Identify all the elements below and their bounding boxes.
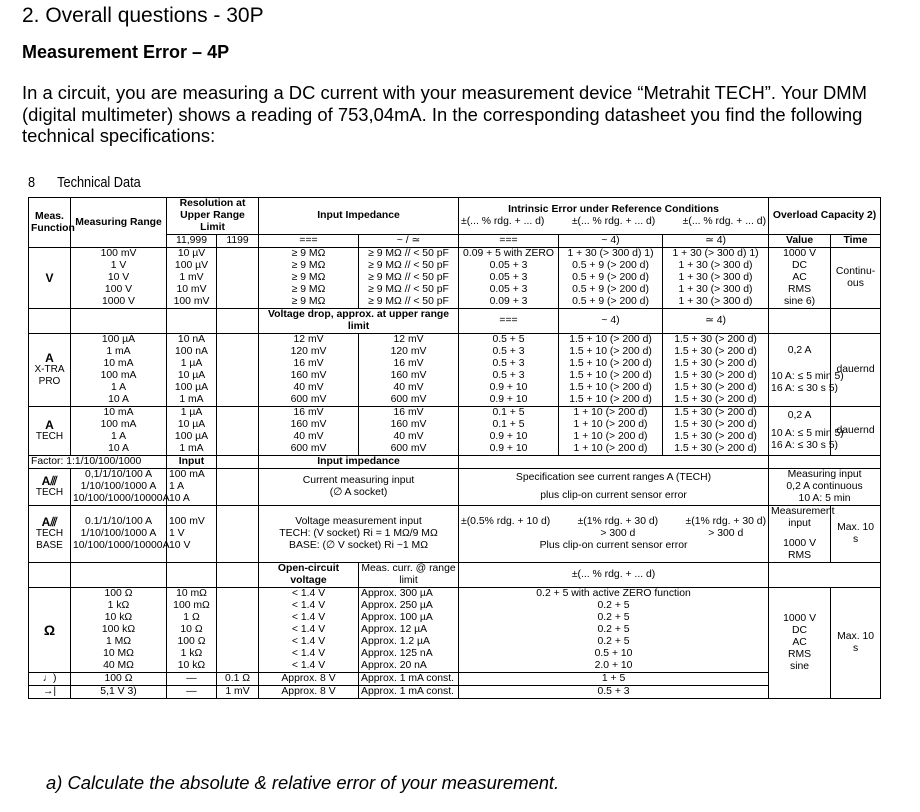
vdrop-header-row (29, 309, 881, 334)
question-a: a) Calculate the absolute & relative error of your measurement. (46, 772, 560, 793)
h-err1-symbol: === (459, 235, 559, 248)
continuity-row (29, 673, 881, 686)
cont-ocv: Approx. 8 V (259, 673, 359, 686)
h-imp-ac: ~ / ≃ (359, 235, 459, 248)
vdrop-s2: ~ 4) (559, 309, 663, 334)
section-heading (28, 174, 159, 191)
clampv-overload (769, 506, 835, 563)
subheading: Measurement Error – 4P (22, 42, 230, 62)
clampv-function (29, 506, 71, 563)
a-ov1b: 10 A: ≤ 5 min 5) 16 A: ≤ 30 s 5) (771, 371, 844, 394)
cont-range: 100 Ω (71, 673, 167, 686)
vdrop-s1: === (459, 309, 559, 334)
ohm-ocv: < 1.4 V < 1.4 V < 1.4 V < 1.4 V < 1.4 V < 1.4 V < 1.4 V (259, 588, 359, 673)
clamp-plus: plus clip-on current sensor error (540, 490, 687, 501)
a-err-dc-1: 0.5 + 5 0.5 + 3 0.5 + 3 0.5 + 3 0.9 + 10 0.9 + 10 (459, 334, 559, 407)
a-pro-label: PRO (38, 376, 61, 387)
intro-text: In a circuit, you are measuring a DC current with your measurement device “Metrahit TECH”. Your DMM (digital multimeter) shows a reading of 753,04mA. In the corresponding datasheet you find the following technical specifications: (22, 82, 867, 146)
clampv-tech-label: TECH (35, 528, 64, 539)
clamp-voltage-row (29, 506, 881, 563)
a-func2-label: A (45, 418, 54, 432)
diode-res2: 1 mV (217, 686, 259, 699)
a-ov1: 0,2 A (787, 345, 812, 356)
page-heading: 2. Overall questions - 30P (22, 4, 264, 27)
h-res1: 11,999 (167, 235, 217, 248)
vdrop-header: Voltage drop, approx. at upper range limit (259, 309, 459, 334)
clampv-ov1: Measurement input (771, 506, 835, 529)
ohm-function: Ω (29, 588, 71, 673)
clampv-time: Max. 10 s (831, 506, 881, 563)
factor-imp: Input impedance (259, 456, 459, 469)
ohm-ranges: 100 Ω 1 kΩ 10 kΩ 100 kΩ 1 MΩ 10 MΩ 40 MΩ (71, 588, 167, 673)
h-resolution: Resolution at Upper Range Limit (167, 198, 259, 235)
a-vdrop-dc-2: 16 mV 160 mV 40 mV 600 mV (259, 407, 359, 456)
h-function: Meas. Function (29, 198, 71, 248)
a-err-ac-1: 1.5 + 10 (> 200 d) 1.5 + 10 (> 200 d) 1.5 + 10 (> 200 d) 1.5 + 10 (> 200 d) 1.5 + 10 (> 200 d) 1.5 + 10 (> 200 d) (559, 334, 663, 407)
a-ranges-1: 100 µA 1 mA 10 mA 100 mA 1 A 10 A (71, 334, 167, 407)
clamp-current-row (29, 469, 881, 506)
ohm-resolution: 10 mΩ 100 mΩ 1 Ω 10 Ω 100 Ω 1 kΩ 10 kΩ (167, 588, 217, 673)
v-err-dc: 0.09 + 5 with ZERO 0.05 + 3 0.05 + 3 0.05 + 3 0.09 + 3 (459, 248, 559, 309)
vdrop-s3: ≃ 4) (663, 309, 769, 334)
v-overload: 1000 V DC AC RMS sine 6) (769, 248, 831, 309)
a-vdrop-dc-1: 12 mV 120 mV 16 mV 160 mV 40 mV 600 mV (259, 334, 359, 407)
cont-curr: Approx. 1 mA const. (359, 673, 459, 686)
ohm-err: 0.2 + 5 with active ZERO function 0.2 + 5 0.2 + 5 0.2 + 5 0.2 + 5 0.5 + 10 2.0 + 10 (459, 588, 769, 673)
clampv-base-label: BASE (36, 540, 63, 551)
cont-res2: 0.1 Ω (217, 673, 259, 686)
diode-row (29, 686, 881, 699)
h-err3: ±(... % rdg. + ... d) (682, 216, 767, 227)
v-block (29, 248, 881, 309)
ocv-header: Open-circuit voltage (259, 563, 359, 588)
v-resolution-2 (217, 248, 259, 309)
v-ranges: 100 mV 1 V 10 V 100 V 1000 V (71, 248, 167, 309)
factor-row (29, 456, 881, 469)
a-resolution-1: 10 nA 100 nA 1 µA 10 µA 100 µA 1 mA (167, 334, 217, 407)
clamp-func-label: A⫻ (41, 474, 58, 488)
a-overload-1 (769, 334, 844, 407)
clampv-err-cell (459, 506, 769, 563)
clamp-impedance: Current measuring input (∅ A socket) (259, 469, 459, 506)
h-err2-symbol: ~ 4) (559, 235, 663, 248)
clamp-ranges: 0,1/1/10/100 A 1/10/100/1000 A 10/100/1000/10000A (71, 469, 167, 506)
diode-ocv: Approx. 8 V (259, 686, 359, 699)
continuity-icon: ♩) (29, 673, 71, 686)
a-xtra-label: X-TRA (34, 364, 65, 375)
clamp-spec: Specification see current ranges A (TECH) (515, 472, 712, 483)
diode-icon: →| (29, 686, 71, 699)
h-overload: Overload Capacity 2) (769, 198, 881, 235)
clamp-overload: Measuring input 0,2 A continuous 10 A: 5 min (769, 469, 881, 506)
a-err-ac-2: 1 + 10 (> 200 d) 1 + 10 (> 200 d) 1 + 10 (> 200 d) 1 + 10 (> 200 d) (559, 407, 663, 456)
h-value: Value (769, 235, 831, 248)
h-imp-dc: === (259, 235, 359, 248)
clampv-input: 100 mV 1 V 10 V (167, 506, 217, 563)
h-time: Time (831, 235, 881, 248)
v-err-trms: 1 + 30 (> 300 d) 1) 1 + 30 (> 300 d) 1 + 30 (> 300 d) 1 + 30 (> 300 d) 1 + 30 (> 300 d) (663, 248, 769, 309)
ohm-block (29, 588, 881, 673)
v-time: Continu-ous (831, 248, 881, 309)
diode-range: 5,1 V 3) (71, 686, 167, 699)
factor: Factor: 1:1/10/100/1000 (29, 456, 167, 469)
diode-res: — (167, 686, 217, 699)
ohm-header-row (29, 563, 881, 588)
ohm-err-header: ±(... % rdg. + ... d) (459, 563, 769, 588)
a-func-label: A (45, 351, 54, 365)
v-function: V (29, 248, 71, 309)
a-time-1: dauernd (831, 334, 881, 407)
clampv-err1: ±(0.5% rdg. + 10 d) (461, 516, 551, 527)
clampv-err2: ±(1% rdg. + 30 d) > 300 d (577, 516, 659, 539)
cont-res: — (167, 673, 217, 686)
clamp-function (29, 469, 71, 506)
a-xtra-function (29, 334, 71, 407)
a-ov2b: 10 A: ≤ 5 min 5) 16 A: ≤ 30 s 5) (771, 428, 844, 451)
v-err-ac: 1 + 30 (> 300 d) 1) 0.5 + 9 (> 200 d) 0.5 + 9 (> 200 d) 0.5 + 9 (> 200 d) 0.5 + 9 (> 200 d) (559, 248, 663, 309)
a-resolution-2: 1 µA 10 µA 100 µA 1 mA (167, 407, 217, 456)
a-time-2: dauernd (831, 407, 881, 456)
h-err2: ±(... % rdg. + ... d) (571, 216, 656, 227)
section-title: Technical Data (57, 174, 141, 191)
h-intrinsic-title: Intrinsic Error under Reference Conditions (508, 204, 719, 215)
diode-err: 0.5 + 3 (459, 686, 769, 699)
v-imp-ac: ≥ 9 MΩ // < 50 pF ≥ 9 MΩ // < 50 pF ≥ 9 MΩ // < 50 pF ≥ 9 MΩ // < 50 pF ≥ 9 MΩ // < 50 pF (359, 248, 459, 309)
a-tech-function (29, 407, 71, 456)
spec-table-wrapper (28, 197, 880, 727)
clampv-func-label: A⫻ (41, 515, 58, 529)
factor-input: Input (167, 456, 217, 469)
a-overload-2 (769, 407, 844, 456)
h-res2: 1199 (217, 235, 259, 248)
a-err-trms-1: 1.5 + 30 (> 200 d) 1.5 + 30 (> 200 d) 1.5 + 30 (> 200 d) 1.5 + 30 (> 200 d) 1.5 + 30 (> 200 d) 1.5 + 30 (> 200 d) (663, 334, 769, 407)
a-vdrop-ac-1: 12 mV 120 mV 16 mV 160 mV 40 mV 600 mV (359, 334, 459, 407)
ohm-overload: 1000 V DC AC RMS sine (769, 588, 831, 699)
clampv-ov2: 1000 V RMS (783, 538, 817, 561)
a-tech-block (29, 407, 881, 456)
a-err-trms-2: 1.5 + 30 (> 200 d) 1.5 + 30 (> 200 d) 1.5 + 30 (> 200 d) 1.5 + 30 (> 200 d) (663, 407, 769, 456)
ohm-time: Max. 10 s (831, 588, 881, 699)
v-resolution: 10 µV 100 µV 1 mV 10 mV 100 mV (167, 248, 217, 309)
section-number: 8 (28, 174, 36, 191)
h-impedance: Input Impedance (259, 198, 459, 235)
h-err1: ±(... % rdg. + ... d) (461, 216, 545, 227)
clampv-ranges: 0.1/1/10/100 A 1/10/100/1000 A 10/100/1000/10000A (71, 506, 167, 563)
a-err-dc-2: 0.1 + 5 0.1 + 5 0.9 + 10 0.9 + 10 (459, 407, 559, 456)
clamp-tech-label: TECH (35, 487, 64, 498)
h-range: Measuring Range (71, 198, 167, 248)
clamp-spec-cell (459, 469, 769, 506)
spec-table (28, 197, 881, 699)
clampv-impedance: Voltage measurement input TECH: (V socket) Ri = 1 MΩ/9 MΩ BASE: (∅ V socket) Ri ~1 MΩ (259, 506, 459, 563)
h-intrinsic (459, 198, 769, 235)
h-err3-symbol: ≃ 4) (663, 235, 769, 248)
diode-curr: Approx. 1 mA const. (359, 686, 459, 699)
v-imp-dc: ≥ 9 MΩ ≥ 9 MΩ ≥ 9 MΩ ≥ 9 MΩ ≥ 9 MΩ (259, 248, 359, 309)
cont-err: 1 + 5 (459, 673, 769, 686)
meas-curr-header: Meas. curr. @ range limit (359, 563, 459, 588)
a-ov2: 0,2 A (787, 410, 812, 421)
a-vdrop-ac-2: 16 mV 160 mV 40 mV 600 mV (359, 407, 459, 456)
a-ranges-2: 10 mA 100 mA 1 A 10 A (71, 407, 167, 456)
a-xtra-block (29, 334, 881, 407)
a-tech-label: TECH (35, 431, 64, 442)
clamp-input: 100 mA 1 A 10 A (167, 469, 217, 506)
header-row-1 (29, 198, 881, 235)
clampv-err3: ±(1% rdg. + 30 d) > 300 d (685, 516, 767, 539)
clampv-plus: Plus clip-on current sensor error (539, 540, 688, 551)
ohm-curr: Approx. 300 µA Approx. 250 µA Approx. 100 µA Approx. 12 µA Approx. 1.2 µA Approx. 125 nA Approx. 20 nA (359, 588, 459, 673)
